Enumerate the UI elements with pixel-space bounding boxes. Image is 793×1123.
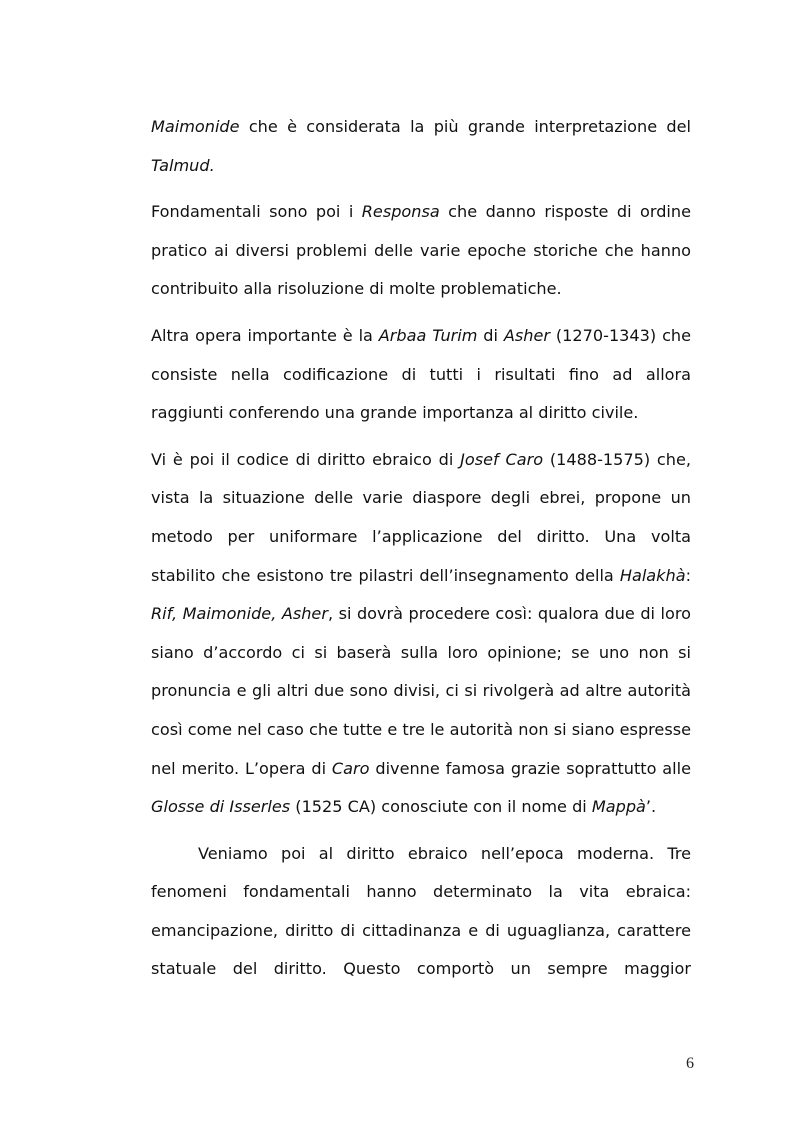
- text-segment: Rif, Maimonide, Asher: [151, 604, 328, 624]
- text-segment: Fondamentali sono poi i: [151, 202, 362, 222]
- text-segment: Arbaa Turim: [378, 325, 478, 345]
- text-segment: Josef Caro: [460, 449, 544, 469]
- text-segment: Caro: [331, 758, 370, 778]
- text-segment: :: [685, 565, 691, 585]
- text-segment: Halakhà: [619, 565, 686, 585]
- text-segment: che è considerata la più grande interpretazione del: [239, 117, 691, 136]
- text-segment: divenne famosa grazie soprattutto alle: [369, 758, 691, 778]
- text-segment: Talmud.: [151, 155, 215, 175]
- text-segment: Vi è poi il codice di diritto ebraico di: [151, 449, 461, 469]
- text-segment: ’.: [645, 797, 657, 817]
- text-segment: Maimonide: [151, 117, 240, 136]
- text-segment: (1488-1575) che, vista la situazione delle varie diaspore degli ebrei, propone un metodo per uniformare l’applicazione del diritto. Una volta stabilito che esistono tre pilastri dell’insegnamento della: [151, 449, 691, 585]
- paragraph: [151, 441, 691, 827]
- paragraph: [151, 193, 691, 309]
- text-segment: Veniamo poi al diritto ebraico nell’epoca moderna. Tre fenomeni fondamentali hanno determinato la vita ebraica: emancipazione, diritto di cittadinanza e di uguaglianza, carattere statuale del diritto. Questo comportò un sempre maggior: [151, 843, 691, 979]
- text-segment: che danno risposte di ordine pratico ai diversi problemi delle varie epoche storiche che hanno contribuito alla risoluzione di molte problematiche.: [151, 202, 691, 299]
- paragraph: [151, 317, 691, 433]
- text-segment: Mappà: [591, 797, 646, 817]
- paragraph: [151, 108, 691, 185]
- body-text: [151, 108, 691, 989]
- text-segment: di: [477, 325, 504, 345]
- text-segment: Asher: [503, 325, 551, 345]
- text-segment: Glosse di Isserles: [151, 797, 291, 817]
- text-segment: Responsa: [361, 202, 440, 222]
- text-segment: , si dovrà procedere così: qualora due di loro siano d’accordo ci si baserà sulla loro opinione; se uno non si pronuncia e gli altri due sono divisi, ci si rivolgerà ad altre autorità così come nel caso che tutte e tre le autorità non si siano espresse nel merito. L’opera di: [151, 604, 691, 778]
- text-segment: (1270-1343) che consiste nella codificazione di tutti i risultati fino ad allora raggiunti conferendo una grande importanza al diritto civile.: [151, 325, 692, 423]
- text-segment: (1525 CA) conosciute con il nome di: [290, 797, 592, 817]
- text-segment: Altra opera importante è la: [151, 325, 379, 345]
- paragraph: [151, 835, 691, 989]
- page-number: 6: [686, 1055, 694, 1072]
